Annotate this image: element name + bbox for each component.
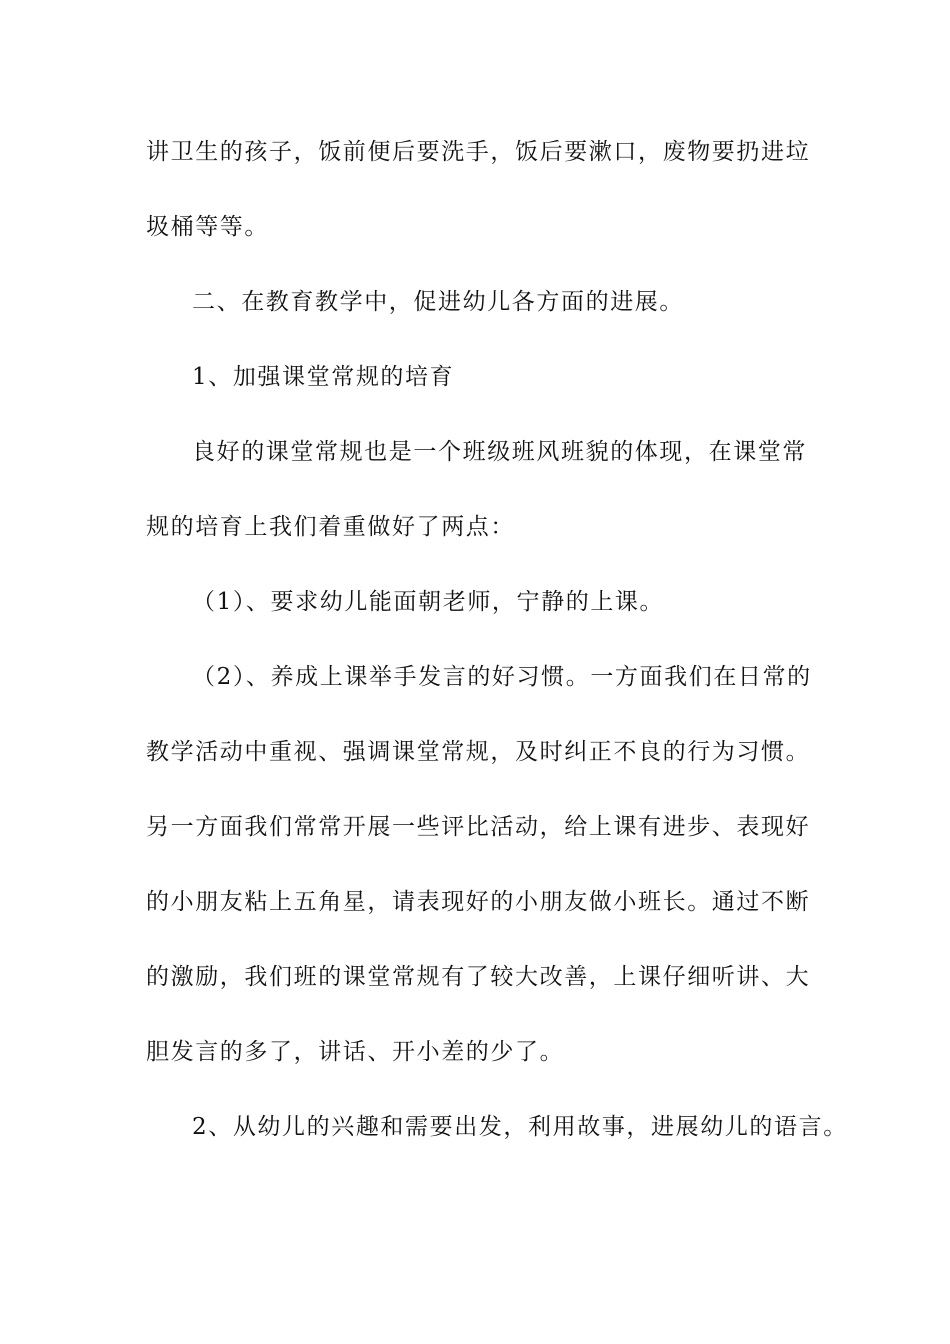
subheading-1: 1、加强课堂常规的培育 [192, 364, 455, 390]
list-item-2: （2）、养成上课举手发言的好习惯。一方面我们在日常的 [192, 664, 812, 690]
paragraph-line-2: 圾桶等等。 [146, 214, 269, 240]
paragraph-line-9: 教学活动中重视、强调课堂常规，及时纠正不良的行为习惯。 [146, 739, 811, 765]
subheading-2: 2、从幼儿的兴趣和需要出发，利用故事，进展幼儿的语言。 [192, 1114, 848, 1140]
paragraph-line-6: 规的培育上我们着重做好了两点： [146, 514, 515, 540]
paragraph-line-12: 的激励，我们班的课堂常规有了较大改善，上课仔细听讲、大 [146, 964, 811, 990]
paragraph-line-11: 的小朋友粘上五角星，请表现好的小朋友做小班长。通过不断 [146, 889, 811, 915]
paragraph-line-1: 讲卫生的孩子，饭前便后要洗手，饭后要漱口，废物要扔进垃 [146, 139, 811, 165]
paragraph-line-13: 胆发言的多了，讲话、开小差的少了。 [146, 1039, 565, 1065]
list-item-1: （1）、要求幼儿能面朝老师，宁静的上课。 [192, 589, 665, 615]
section-heading-2: 二、在教育教学中，促进幼儿各方面的进展。 [192, 289, 684, 315]
paragraph-line-10: 另一方面我们常常开展一些评比活动，给上课有进步、表现好 [146, 814, 811, 840]
paragraph-line-5: 良好的课堂常规也是一个班级班风班貌的体现，在课堂常 [192, 439, 807, 465]
